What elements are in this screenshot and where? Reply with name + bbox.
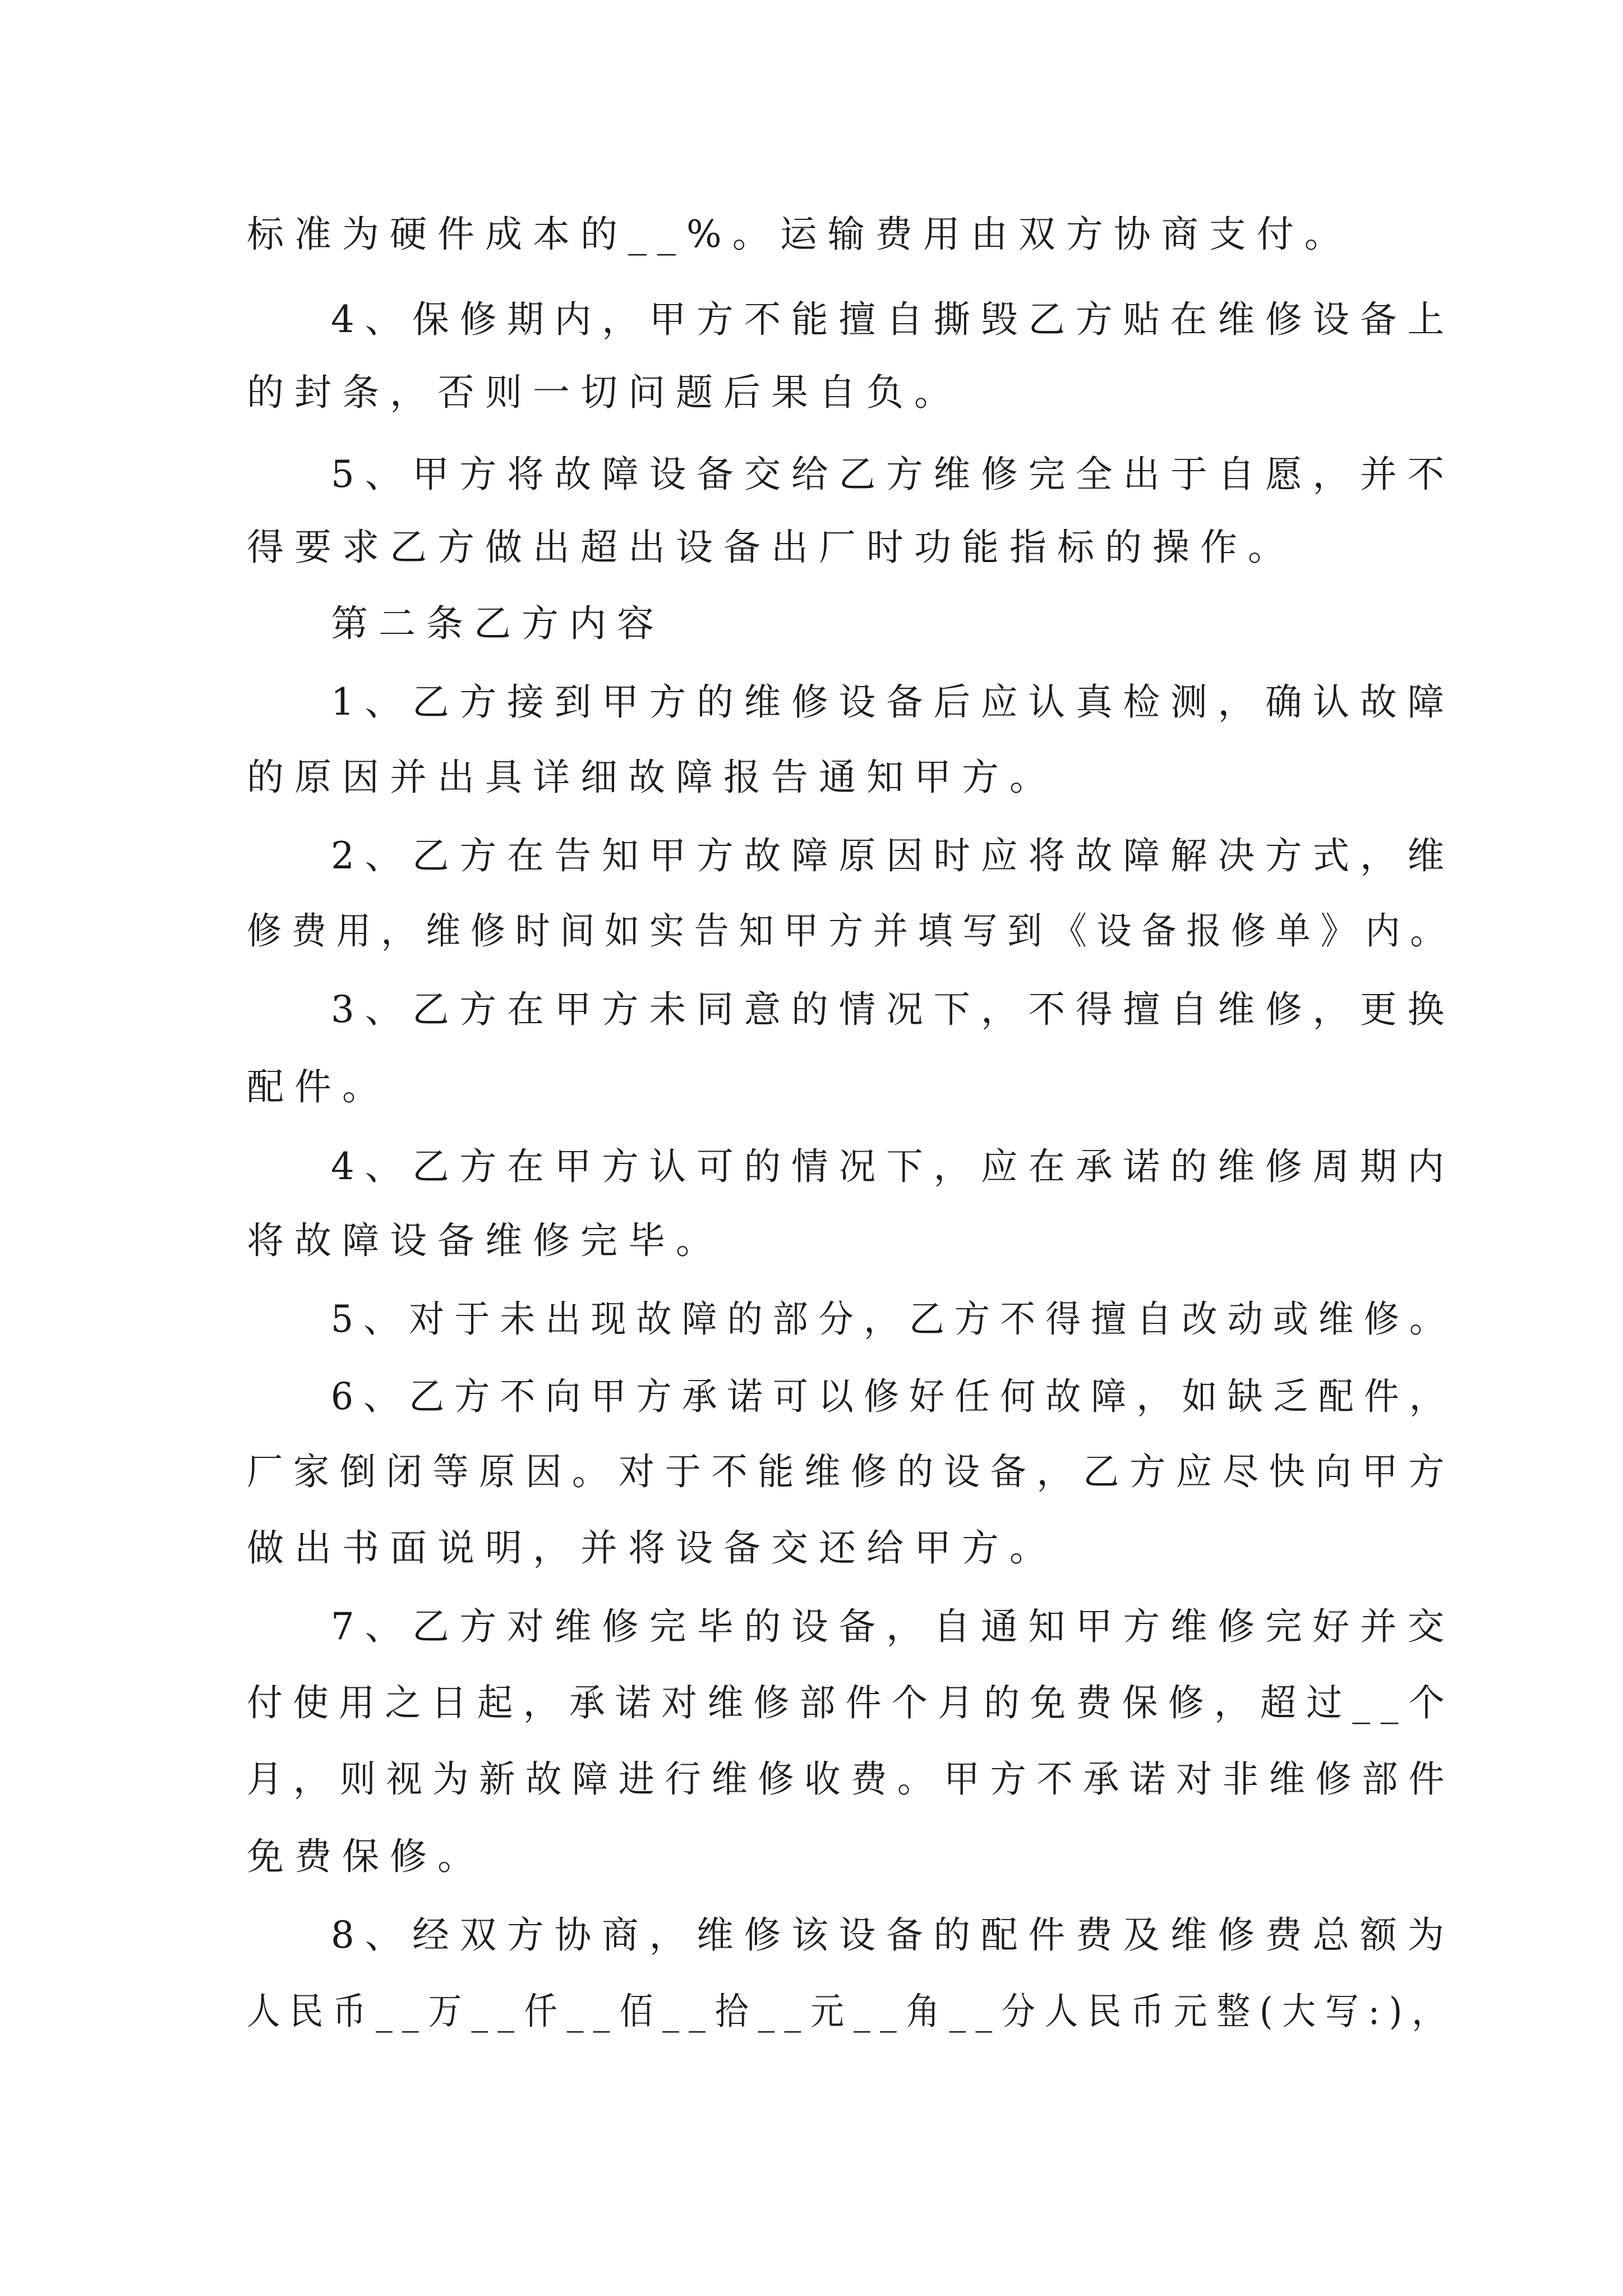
text-line: 月，则视为新故障进行维修收费。甲方不承诺对非维修部件 — [247, 1757, 1455, 1801]
text-line: 人民币__万__仟__佰__拾__元__角__分人民币元整(大写:)， — [247, 1990, 1455, 2033]
text-line: 4、保修期内，甲方不能擅自撕毁乙方贴在维修设备上 — [331, 298, 1455, 341]
text-line: 3、乙方在甲方未同意的情况下，不得擅自维修，更换 — [331, 988, 1455, 1031]
text-line: 5、对于未出现故障的部分，乙方不得擅自改动或维修。 — [331, 1297, 1455, 1341]
section-heading: 第二条乙方内容 — [331, 602, 665, 645]
text-line: 修费用，维修时间如实告知甲方并填写到《设备报修单》内。 — [247, 909, 1455, 953]
text-line: 做出书面说明，并将设备交还给甲方。 — [247, 1526, 1057, 1570]
text-line: 得要求乙方做出超出设备出厂时功能指标的操作。 — [247, 526, 1295, 569]
text-line: 标准为硬件成本的__%。运输费用由双方协商支付。 — [247, 213, 1352, 256]
text-line: 配件。 — [247, 1065, 390, 1108]
text-line: 厂家倒闭等原因。对于不能维修的设备，乙方应尽快向甲方 — [247, 1450, 1455, 1493]
text-line: 6、乙方不向甲方承诺可以修好任何故障，如缺乏配件， — [331, 1375, 1455, 1418]
text-line: 付使用之日起，承诺对维修部件个月的免费保修，超过__个 — [247, 1681, 1455, 1724]
text-line: 将故障设备维修完毕。 — [247, 1219, 723, 1262]
text-line: 的封条，否则一切问题后果自负。 — [247, 371, 962, 414]
text-line: 8、经双方协商，维修该设备的配件费及维修费总额为 — [331, 1913, 1455, 1957]
text-line: 1、乙方接到甲方的维修设备后应认真检测，确认故障 — [331, 680, 1455, 724]
text-line: 的原因并出具详细故障报告通知甲方。 — [247, 756, 1057, 799]
text-line: 7、乙方对维修完毕的设备，自通知甲方维修完好并交 — [331, 1605, 1455, 1648]
text-line: 免费保修。 — [247, 1835, 485, 1878]
text-line: 2、乙方在告知甲方故障原因时应将故障解决方式，维 — [331, 834, 1455, 877]
text-line: 5、甲方将故障设备交给乙方维修完全出于自愿，并不 — [331, 453, 1455, 496]
text-line: 4、乙方在甲方认可的情况下，应在承诺的维修周期内 — [331, 1145, 1455, 1188]
